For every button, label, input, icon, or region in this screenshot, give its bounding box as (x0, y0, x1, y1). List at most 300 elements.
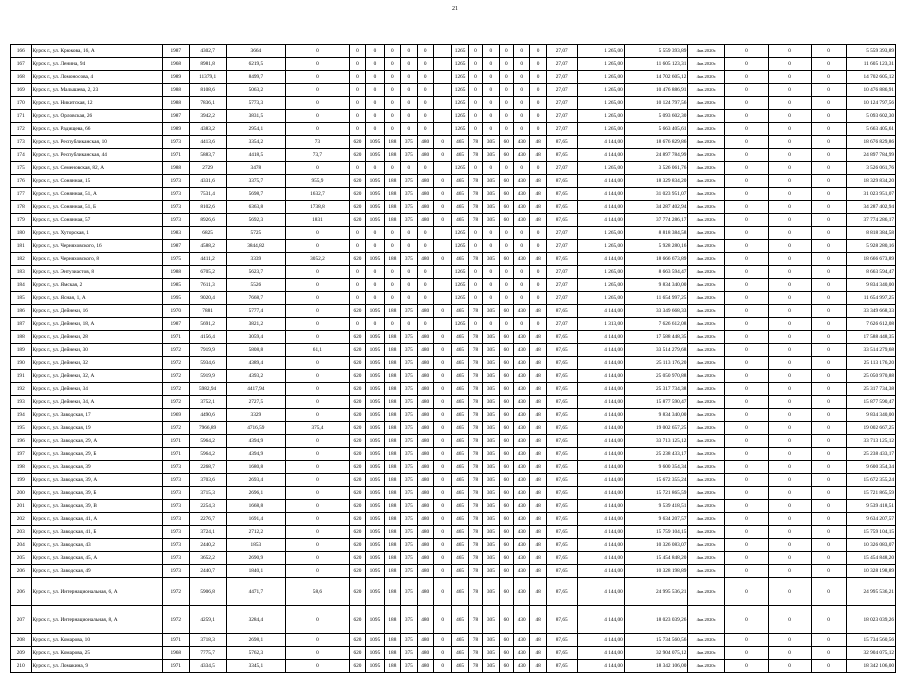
table-cell: 1265 (452, 162, 468, 175)
table-cell: Курск г., ул. Ясная, 1, А (31, 292, 162, 305)
table-cell: 78 (468, 188, 482, 201)
table-cell: Курск г., ул. Малышева, 2, 23 (31, 84, 162, 97)
table-cell: 4 144,00 (577, 500, 624, 513)
table-row (11, 344, 896, 357)
table-cell: 25 050 970,88 (624, 370, 688, 383)
table-cell: 5 093 602,30 (846, 110, 895, 123)
table-cell (433, 240, 451, 253)
table-cell: 8108,6 (189, 84, 226, 97)
table-cell: 2268,7 (189, 461, 226, 474)
table-cell: 480 (417, 305, 433, 318)
table-cell: 0 (433, 136, 451, 149)
table-cell: 620 (349, 253, 365, 266)
table-cell: 620 (349, 422, 365, 435)
table-cell: 0 (433, 435, 451, 448)
table-cell: 1265 (452, 292, 468, 305)
table-cell: 1095 (366, 344, 384, 357)
table-cell: 60 (499, 370, 513, 383)
table-cell: 1853 (226, 539, 286, 552)
table-cell: 78 (468, 474, 482, 487)
table-cell: 25 317 734,38 (624, 383, 688, 396)
table-cell: 0 (433, 188, 451, 201)
table-cell: 78 (468, 606, 482, 634)
table-cell: 0 (433, 660, 451, 673)
table-row (11, 188, 896, 201)
table-cell: 4кв.2020г. (688, 97, 725, 110)
table-cell: 0 (725, 240, 768, 253)
table-cell: 0 (433, 422, 451, 435)
table-cell: 4кв.2020г. (688, 660, 725, 673)
table-cell: 60 (499, 474, 513, 487)
table-cell: 15 721 865,59 (846, 487, 895, 500)
table-cell: 465 (452, 201, 468, 214)
table-cell: 34 287 402,94 (846, 201, 895, 214)
table-cell: 1988 (162, 162, 189, 175)
table-cell: 0 (417, 227, 433, 240)
table-cell: 3059,4 (226, 331, 286, 344)
table-cell: 1095 (366, 487, 384, 500)
table-cell: 3715,3 (189, 487, 226, 500)
table-cell: 0 (468, 227, 482, 240)
table-cell: 1095 (366, 565, 384, 578)
table-cell: 188 (384, 331, 400, 344)
table-cell: 0 (433, 565, 451, 578)
table-cell: 196 (11, 435, 32, 448)
table-cell: 0 (499, 84, 513, 97)
table-cell: 18 329 834,20 (624, 175, 688, 188)
table-cell: 191 (11, 370, 32, 383)
table-cell: 305 (483, 370, 499, 383)
table-cell: 0 (768, 136, 811, 149)
table-cell: Курск г., ул. Сонянная, 57 (31, 214, 162, 227)
table-cell: 60 (499, 500, 513, 513)
table-cell: 430 (513, 526, 529, 539)
table-cell: 1095 (366, 149, 384, 162)
table-cell: 4413,6 (189, 136, 226, 149)
table-cell: 375 (401, 214, 417, 227)
table-cell: 0 (768, 71, 811, 84)
table-cell: 48 (530, 552, 546, 565)
table-cell: 0 (811, 513, 846, 526)
table-cell: 1972 (162, 396, 189, 409)
table-cell: 48 (530, 448, 546, 461)
table-cell: 60 (499, 396, 513, 409)
table-cell: 430 (513, 396, 529, 409)
table-cell: 1095 (366, 435, 384, 448)
table-cell: 5 663 405,61 (624, 123, 688, 136)
table-cell: 1988 (162, 97, 189, 110)
table-cell: 0 (768, 58, 811, 71)
table-cell: 1973 (162, 214, 189, 227)
table-cell: 0 (349, 123, 365, 136)
table-cell: 0 (811, 149, 846, 162)
table-cell: 87,65 (546, 305, 577, 318)
table-cell: 14 702 605,12 (846, 71, 895, 84)
table-cell: 5 928 280,16 (624, 240, 688, 253)
table-cell: 305 (483, 526, 499, 539)
table-cell: 4кв.2020г. (688, 162, 725, 175)
table-cell: 33 514 279,68 (846, 344, 895, 357)
table-cell: 4кв.2020г. (688, 500, 725, 513)
table-cell: 73,7 (286, 149, 350, 162)
table-cell: 33 349 668,33 (846, 305, 895, 318)
table-cell: 0 (499, 97, 513, 110)
table-cell: 0 (768, 634, 811, 647)
table-cell: 6825 (189, 227, 226, 240)
table-cell: 0 (349, 266, 365, 279)
table-cell: 78 (468, 409, 482, 422)
table-cell: 1971 (162, 634, 189, 647)
table-cell: 620 (349, 188, 365, 201)
table-cell: 0 (768, 331, 811, 344)
table-cell: 182 (11, 253, 32, 266)
table-cell: 1265 (452, 45, 468, 58)
table-cell: 0 (366, 97, 384, 110)
table-cell: 0 (401, 123, 417, 136)
table-cell: 0 (811, 448, 846, 461)
table-cell: 480 (417, 578, 433, 606)
table-cell: 4 144,00 (577, 253, 624, 266)
table-cell: 0 (725, 136, 768, 149)
table-cell: 4 144,00 (577, 214, 624, 227)
table-cell: 33 514 279,68 (624, 344, 688, 357)
table-cell: 480 (417, 448, 433, 461)
table-cell: 4 144,00 (577, 331, 624, 344)
table-cell: 0 (366, 279, 384, 292)
table-cell: 60 (499, 634, 513, 647)
table-cell: 11379,1 (189, 71, 226, 84)
table-cell: 78 (468, 344, 482, 357)
table-cell: 0 (725, 500, 768, 513)
table-cell: 48 (530, 175, 546, 188)
table-cell: 210 (11, 660, 32, 673)
table-cell: Курск г., ул. Республиканская, 44 (31, 149, 162, 162)
table-cell: 430 (513, 552, 529, 565)
table-cell: 0 (349, 71, 365, 84)
table-cell: 0 (725, 292, 768, 305)
table-cell: 465 (452, 526, 468, 539)
table-cell: 0 (483, 162, 499, 175)
table-cell: 3718,3 (189, 634, 226, 647)
table-cell: 4кв.2020г. (688, 647, 725, 660)
table-cell: 0 (286, 606, 350, 634)
table-cell: 60 (499, 409, 513, 422)
table-cell: 1973 (162, 526, 189, 539)
table-cell: 0 (768, 318, 811, 331)
table-cell: 9 600 354,34 (624, 461, 688, 474)
table-cell: 27,07 (546, 84, 577, 97)
table-cell: 0 (725, 123, 768, 136)
table-cell: 0 (401, 110, 417, 123)
table-cell: 87,65 (546, 513, 577, 526)
table-cell: 32 904 075,12 (624, 647, 688, 660)
table-cell: 1972 (162, 578, 189, 606)
table-cell: 480 (417, 357, 433, 370)
table-cell: 0 (433, 214, 451, 227)
table-cell: Курск г., ул. Дейнеки, 32 (31, 357, 162, 370)
table-cell: 0 (433, 487, 451, 500)
table-cell: 955,9 (286, 175, 350, 188)
table-cell: 1095 (366, 331, 384, 344)
table-cell: 4кв.2020г. (688, 188, 725, 201)
table-cell: 305 (483, 136, 499, 149)
table-cell: 375 (401, 448, 417, 461)
table-cell: 48 (530, 660, 546, 673)
table-cell: 305 (483, 435, 499, 448)
table-cell: 4 144,00 (577, 409, 624, 422)
table-cell: Курск г., ул. Дейнеки, 30 (31, 344, 162, 357)
table-cell: 60 (499, 578, 513, 606)
table-cell: 1265 (452, 58, 468, 71)
table-cell: 8102,6 (189, 201, 226, 214)
table-cell: 1972 (162, 383, 189, 396)
table-cell: 480 (417, 487, 433, 500)
table-cell: 0 (499, 71, 513, 84)
table-cell: 0 (768, 279, 811, 292)
table-cell: 0 (286, 370, 350, 383)
table-cell: 0 (483, 110, 499, 123)
table-cell: 0 (768, 383, 811, 396)
table-cell: 430 (513, 422, 529, 435)
table-cell: 4259,1 (189, 606, 226, 634)
table-cell: 87,65 (546, 606, 577, 634)
table-cell: 87,65 (546, 500, 577, 513)
table-row (11, 201, 896, 214)
table-cell: 0 (725, 606, 768, 634)
table-cell: 4 144,00 (577, 526, 624, 539)
table-cell: 186 (11, 305, 32, 318)
table-cell: 0 (725, 513, 768, 526)
table-row (11, 175, 896, 188)
table-cell: 620 (349, 634, 365, 647)
table-cell: 0 (483, 279, 499, 292)
table-cell: 171 (11, 110, 32, 123)
table-cell: 0 (725, 487, 768, 500)
table-cell: 0 (768, 240, 811, 253)
table-row (11, 383, 896, 396)
table-cell: 4 144,00 (577, 552, 624, 565)
table-cell: 7775,7 (189, 647, 226, 660)
table-cell: 78 (468, 214, 482, 227)
table-cell: 465 (452, 606, 468, 634)
table-row (11, 647, 896, 660)
table-cell: 188 (384, 552, 400, 565)
table-cell: 1971 (162, 331, 189, 344)
table-row (11, 526, 896, 539)
table-cell: Курск г., ул. Сонянная, 51, Б (31, 201, 162, 214)
table-row (11, 422, 896, 435)
table-cell: 18 023 039,26 (624, 606, 688, 634)
table-cell: 87,65 (546, 660, 577, 673)
table-cell: 5725 (226, 227, 286, 240)
table-cell: 1265 (452, 110, 468, 123)
table-cell: 27,07 (546, 318, 577, 331)
table-cell: Курск г., ул. Заводская, 39 (31, 461, 162, 474)
table-cell: 4394,9 (226, 448, 286, 461)
table-cell: Курск г., ул. Заводская, 17 (31, 409, 162, 422)
table-cell: 375 (401, 487, 417, 500)
table-cell: 25 238 433,17 (846, 448, 895, 461)
table-cell: 480 (417, 552, 433, 565)
table-cell (433, 318, 451, 331)
table-cell: 5934,6 (189, 357, 226, 370)
table-cell: 0 (349, 110, 365, 123)
table-cell: 0 (286, 45, 350, 58)
table-cell: 1095 (366, 370, 384, 383)
table-cell: 0 (530, 227, 546, 240)
table-cell: 200 (11, 487, 32, 500)
table-cell: 9 539 418,51 (846, 500, 895, 513)
table-cell: 5762,3 (226, 647, 286, 660)
table-cell: 15 877 590,47 (846, 396, 895, 409)
table-cell: 0 (499, 58, 513, 71)
table-cell: 465 (452, 647, 468, 660)
table-cell (433, 71, 451, 84)
table-cell: 0 (286, 435, 350, 448)
table-cell: 3652,2 (189, 552, 226, 565)
table-cell: 0 (725, 396, 768, 409)
table-cell: 4кв.2020г. (688, 344, 725, 357)
table-cell: 1972 (162, 422, 189, 435)
table-cell: 1987 (162, 318, 189, 331)
table-cell: 3329 (226, 409, 286, 422)
table-cell: 0 (811, 253, 846, 266)
table-cell: 0 (768, 292, 811, 305)
table-cell: 15 672 355,24 (624, 474, 688, 487)
table-cell: 48 (530, 435, 546, 448)
table-cell: 430 (513, 188, 529, 201)
table-cell: 1265 (452, 266, 468, 279)
table-cell: 60 (499, 175, 513, 188)
table-cell: 0 (286, 513, 350, 526)
table-cell: 0 (286, 409, 350, 422)
table-cell: 0 (468, 279, 482, 292)
table-cell: 0 (811, 266, 846, 279)
table-cell: 1 265,00 (577, 71, 624, 84)
table-cell: 33 349 668,33 (624, 305, 688, 318)
table-cell: 48 (530, 647, 546, 660)
table-cell: 60 (499, 331, 513, 344)
table-cell: 2696,1 (226, 487, 286, 500)
table-cell: Курск г., ул. Заводская, 45, А (31, 552, 162, 565)
page-number: 21 (452, 6, 458, 12)
table-cell: 0 (286, 305, 350, 318)
table-cell: 24 897 784,99 (624, 149, 688, 162)
table-cell: 1987 (162, 45, 189, 58)
table-cell: 0 (468, 84, 482, 97)
table-cell: 430 (513, 409, 529, 422)
table-cell: 4кв.2020г. (688, 513, 725, 526)
table-cell: 430 (513, 500, 529, 513)
table-cell: 620 (349, 578, 365, 606)
table-cell: 48 (530, 409, 546, 422)
table-cell: 1 265,00 (577, 162, 624, 175)
table-cell: Курск г., ул. Сонянная, 15 (31, 175, 162, 188)
table-cell: 0 (513, 84, 529, 97)
table-cell: 33 713 125,12 (624, 435, 688, 448)
table-cell: 4кв.2020г. (688, 292, 725, 305)
table-cell: 6705,2 (189, 266, 226, 279)
table-cell: 4389,4 (226, 357, 286, 370)
table-cell: 208 (11, 634, 32, 647)
table-cell: 15 721 865,59 (624, 487, 688, 500)
table-row (11, 97, 896, 110)
table-cell: 465 (452, 539, 468, 552)
table-cell: 0 (725, 331, 768, 344)
table-cell: 7668,7 (226, 292, 286, 305)
table-cell: 465 (452, 578, 468, 606)
table-cell: 1095 (366, 175, 384, 188)
table-cell: 480 (417, 370, 433, 383)
table-cell: 4кв.2020г. (688, 253, 725, 266)
table-cell: 183 (11, 266, 32, 279)
table-cell: 4кв.2020г. (688, 58, 725, 71)
table-cell: 4 144,00 (577, 201, 624, 214)
table-cell: 375 (401, 461, 417, 474)
table-cell: 9 600 354,34 (846, 461, 895, 474)
table-cell: 1972 (162, 357, 189, 370)
table-cell: 1095 (366, 634, 384, 647)
table-cell: 0 (286, 526, 350, 539)
table-cell: 0 (811, 552, 846, 565)
table-cell: 465 (452, 331, 468, 344)
table-cell: 181 (11, 240, 32, 253)
table-cell: 4334,5 (189, 660, 226, 673)
table-cell: 0 (366, 266, 384, 279)
table-row (11, 136, 896, 149)
table-cell: 0 (811, 396, 846, 409)
table-cell: 430 (513, 383, 529, 396)
table-cell: 375 (401, 660, 417, 673)
table-cell: 5883,7 (189, 149, 226, 162)
table-cell: 305 (483, 461, 499, 474)
table-cell: 1985 (162, 279, 189, 292)
table-cell: 4кв.2020г. (688, 318, 725, 331)
table-cell: 375,4 (286, 422, 350, 435)
table-cell: 73 (286, 136, 350, 149)
table-cell: 8 663 594,47 (624, 266, 688, 279)
table-cell: Курск г., ул. Интернациональная, 8, А (31, 606, 162, 634)
table-cell: 0 (286, 647, 350, 660)
table-cell: 5773,3 (226, 97, 286, 110)
table-cell: 0 (768, 513, 811, 526)
table-cell: 0 (725, 565, 768, 578)
table-cell: 87,65 (546, 357, 577, 370)
table-cell: 48 (530, 461, 546, 474)
table-cell: 31 023 951,07 (624, 188, 688, 201)
table-cell: 18 342 106,00 (846, 660, 895, 673)
table-cell: 620 (349, 331, 365, 344)
table-cell: 4кв.2020г. (688, 214, 725, 227)
table-cell: 3478 (226, 162, 286, 175)
table-cell: 375 (401, 634, 417, 647)
table-cell: 4588,2 (189, 240, 226, 253)
table-cell: 0 (530, 58, 546, 71)
table-cell: 0 (433, 526, 451, 539)
table-cell: 9 634 207,57 (846, 513, 895, 526)
table-cell: 0 (811, 634, 846, 647)
table-cell: 0 (725, 448, 768, 461)
table-cell: 1969 (162, 409, 189, 422)
table-cell (433, 84, 451, 97)
table-cell: 188 (384, 409, 400, 422)
table-cell: 305 (483, 357, 499, 370)
table-cell: 4 144,00 (577, 461, 624, 474)
table-cell: 430 (513, 344, 529, 357)
table-cell: 620 (349, 409, 365, 422)
table-cell: 0 (286, 240, 350, 253)
table-cell: 87,65 (546, 201, 577, 214)
